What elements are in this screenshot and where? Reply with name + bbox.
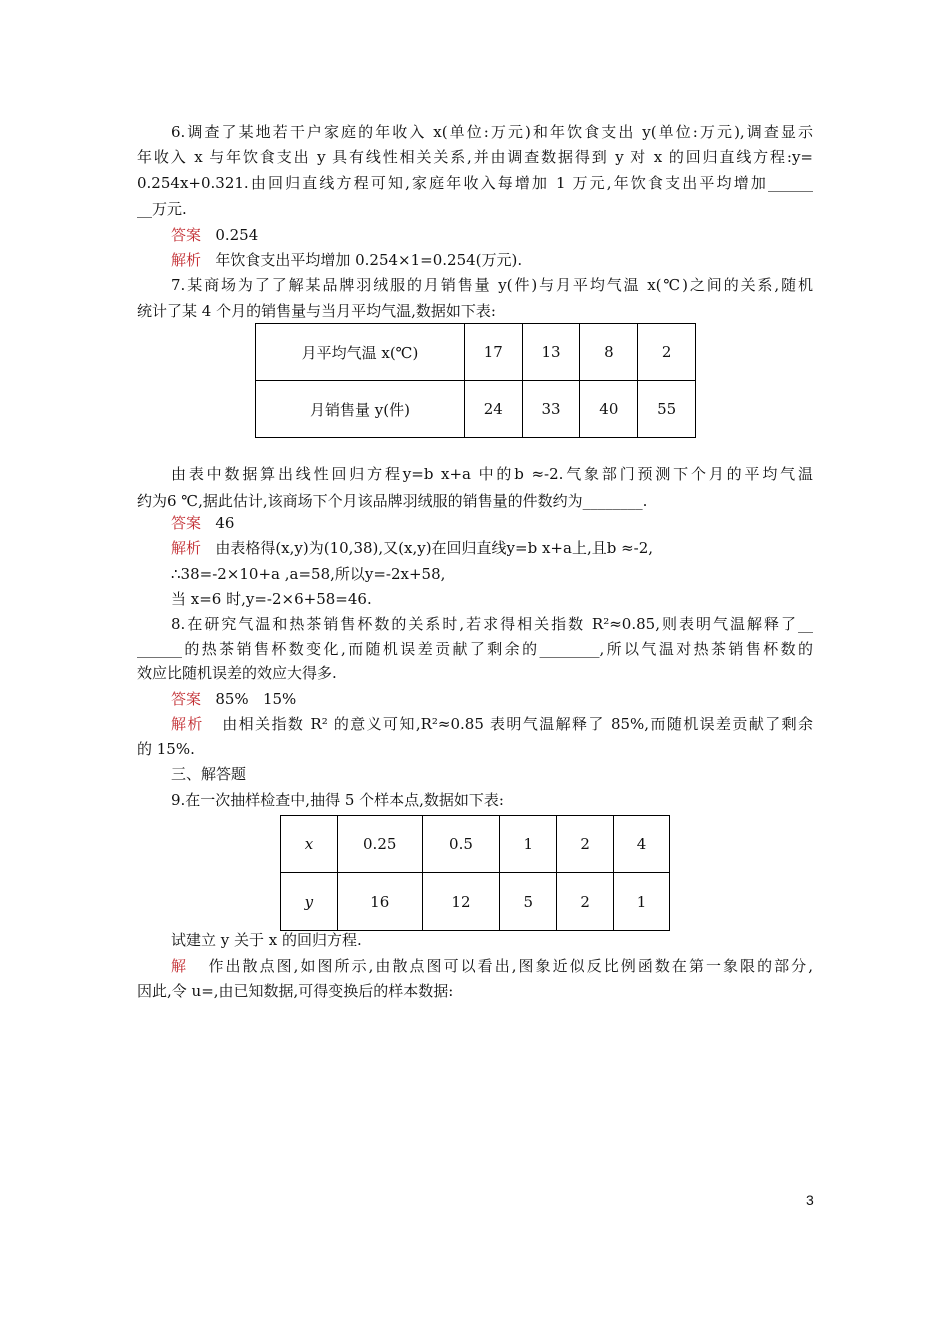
- table-cell: 0.5: [422, 816, 500, 873]
- q7-line-3: 由表中数据算出线性回归方程y=b x+a 中的b ≈-2.气象部门预测下个月的平均气温: [171, 465, 813, 483]
- solution-label: 解: [171, 957, 189, 975]
- q9-line-1: 9.在一次抽样检查中,抽得 5 个样本点,数据如下表:: [171, 791, 504, 809]
- table-cell: 0.25: [337, 816, 422, 873]
- table-cell: 4: [614, 816, 670, 873]
- q6-line-4: __万元.: [137, 200, 187, 218]
- table-cell: 1: [614, 873, 670, 931]
- table-cell: 16: [337, 873, 422, 931]
- q6-answer: [171, 224, 258, 246]
- analysis-label: 解析: [171, 715, 204, 733]
- answer-label: 答案: [171, 690, 202, 708]
- table-row: [281, 816, 670, 873]
- q9-solution-2: 因此,令 u=,由已知数据,可得变换后的样本数据:: [137, 982, 454, 1000]
- q6-line-3: 0.254x+0.321.由回归直线方程可知,家庭年收入每增加 1 万元,年饮食支出平均增加______: [137, 174, 813, 192]
- table-cell: 33: [522, 381, 580, 438]
- table-row-label: x: [281, 816, 338, 873]
- section-heading: 三、解答题: [171, 765, 247, 783]
- q6-analysis: [171, 249, 522, 271]
- table-cell: 2: [557, 816, 614, 873]
- q8-line-1: 8.在研究气温和热茶销售杯数的关系时,若求得相关指数 R²≈0.85,则表明气温解释了__: [171, 615, 813, 633]
- q9-solution-1: [137, 955, 813, 977]
- table-cell: 13: [522, 324, 580, 381]
- answer-label: 答案: [171, 226, 202, 244]
- q8-analysis-2: 的 15%.: [137, 740, 195, 758]
- q8-line-2: ______的热茶销售杯数变化,而随机误差贡献了剩余的________,所以气温对热茶销售杯数的: [137, 640, 813, 658]
- q6-line-2: 年收入 x 与年饮食支出 y 具有线性相关关系,并由调查数据得到 y 对 x 的回归直线方程:y=: [137, 148, 813, 166]
- table-cell: 40: [580, 381, 638, 438]
- q8-line-3: 效应比随机误差的效应大得多.: [137, 664, 337, 682]
- q7-answer: [171, 512, 234, 534]
- q7-analysis-1: [171, 537, 653, 559]
- q9-line-2: 试建立 y 关于 x 的回归方程.: [171, 931, 362, 949]
- answer-value: 46: [215, 514, 235, 532]
- table-row-label: 月销售量 y(件): [256, 381, 465, 438]
- table-cell: 24: [464, 381, 522, 438]
- analysis-text: 由表格得(x,y)为(10,38),又(x,y)在回归直线y=b x+a上,且b ≈-2,: [215, 539, 654, 557]
- table-cell: 12: [422, 873, 500, 931]
- answer-value: 0.254: [215, 226, 259, 244]
- table-cell: 5: [500, 873, 557, 931]
- table-row: [256, 324, 696, 381]
- analysis-label: 解析: [171, 539, 202, 557]
- table-cell: 2: [557, 873, 614, 931]
- q8-answer: [171, 688, 296, 710]
- analysis-text: 年饮食支出平均增加 0.254×1=0.254(万元).: [215, 251, 523, 269]
- q7-line-4: 约为6 ℃,据此估计,该商场下个月该品牌羽绒服的销售量的件数约为________.: [137, 492, 648, 510]
- q7-data-table: [255, 323, 696, 438]
- analysis-label: 解析: [171, 251, 202, 269]
- q7-analysis-3: 当 x=6 时,y=-2×6+58=46.: [171, 590, 372, 608]
- q7-analysis-2: ∴38=-2×10+a ,a=58,所以y=-2x+58,: [171, 565, 446, 583]
- table-cell: 1: [500, 816, 557, 873]
- q9-data-table: [280, 815, 670, 931]
- table-row: [281, 873, 670, 931]
- q7-line-1: 7.某商场为了了解某品牌羽绒服的月销售量 y(件)与月平均气温 x(℃)之间的关系,随机: [171, 276, 813, 294]
- solution-text: 作出散点图,如图所示,由散点图可以看出,图象近似反比例函数在第一象限的部分,: [208, 957, 813, 975]
- table-row: [256, 381, 696, 438]
- table-cell: 17: [464, 324, 522, 381]
- table-cell: 8: [580, 324, 638, 381]
- table-row-label: y: [281, 873, 338, 931]
- table-row-label: 月平均气温 x(℃): [256, 324, 465, 381]
- q8-analysis-1: [137, 713, 813, 735]
- table-cell: 55: [638, 381, 696, 438]
- answer-label: 答案: [171, 514, 202, 532]
- table-cell: 2: [638, 324, 696, 381]
- analysis-text: 由相关指数 R² 的意义可知,R²≈0.85 表明气温解释了 85%,而随机误差贡献了剩余: [222, 715, 813, 733]
- answer-value: 85% 15%: [215, 690, 297, 708]
- page-number: 3: [806, 1192, 814, 1208]
- q7-line-2: 统计了某 4 个月的销售量与当月平均气温,数据如下表:: [137, 302, 496, 320]
- q6-line-1: 6.调查了某地若干户家庭的年收入 x(单位:万元)和年饮食支出 y(单位:万元),调查显示: [171, 123, 813, 141]
